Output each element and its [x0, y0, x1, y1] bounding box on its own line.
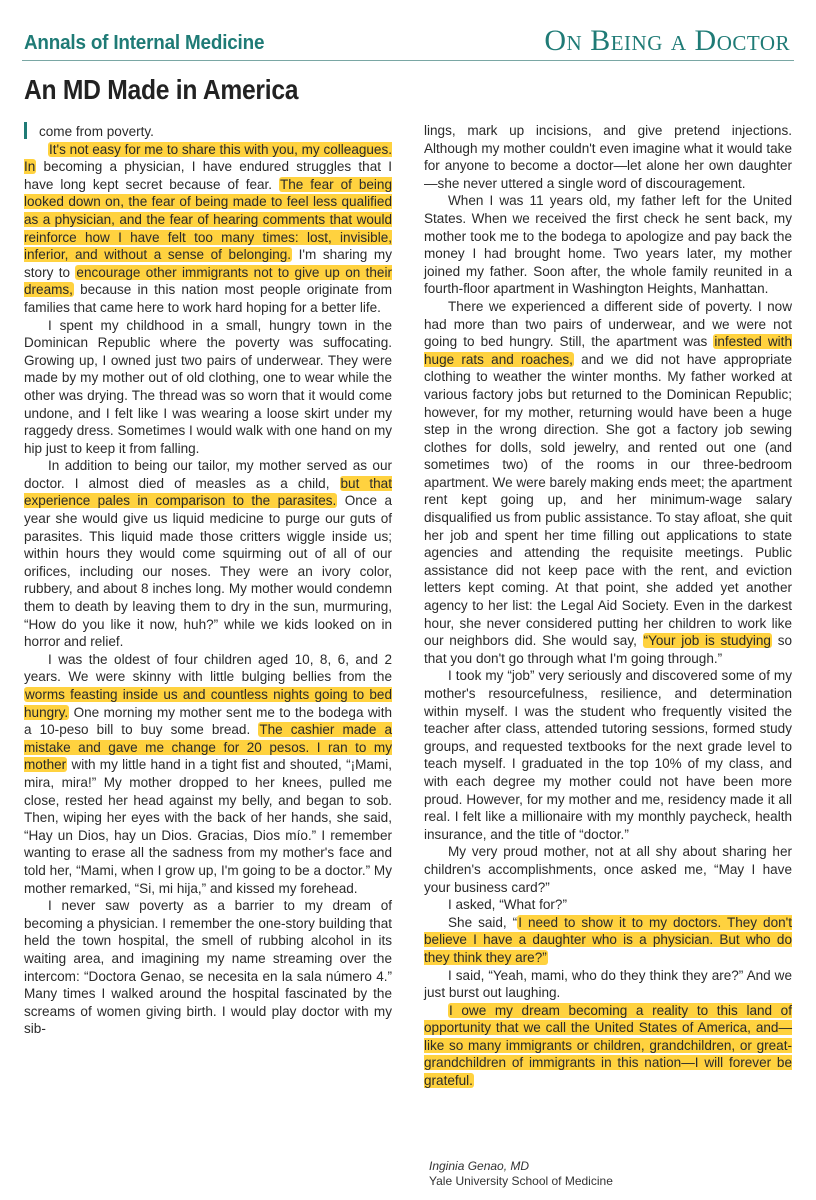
paragraph-text: so that you don't go through what I'm going through.”	[424, 633, 792, 666]
header-rule	[22, 60, 794, 61]
highlight: The fear of being looked down on, the fear of being made to feel less qualified as a physician, and the fear of hearing comments that would reinforce how I have felt too many times: lost, invisible, inferior, and without a sense of belonging.	[24, 176, 392, 263]
drop-cap-bar	[24, 122, 27, 139]
paragraph: I took my “job” very seriously and discovered some of my mother's resourcefulness, resilience, and determination within myself. I was the student who frequently visited the teacher after class, attended tutoring sessions, formed study groups, and requested textbooks for the next grade level to teach myself. I graduated in the top 10% of my class, and with each degree my mother could not have been more proud. However, for my mother and me, residency made it all real. I felt like a millionaire with my monthly paycheck, health insurance, and the title of “doctor.”	[424, 668, 792, 842]
highlight: I need to show it to my doctors. They don't believe I have a daughter who is a physician. But who do they think they are?”	[424, 914, 792, 965]
paragraph: lings, mark up incisions, and give pretend injections. Although my mother couldn't even imagine what it would take for anyone to become a doctor—let alone her own daughter—she never uttered a single word of discouragement.	[424, 123, 792, 191]
column-left	[24, 122, 392, 1038]
paragraph: I spent my childhood in a small, hungry town in the Dominican Republic where the poverty was suffocating. Growing up, I owned just two pairs of underwear. They were made by my mother out of old clothing, one to wear while the other was drying. The thread was so worn that it would come undone, and I felt like I was wearing a loose skirt under my raggedy dress. Sometimes I would walk with one hand on my hip just to keep it from falling.	[24, 317, 392, 456]
paragraph-text: Once a year she would give us liquid medicine to purge our guts of parasites. This liquid made those critters wiggle inside us; within hours they would come squirming out of all of our orifices, including our noses. They were an ivory color, rubbery, and about 8 inches long. My mother would condemn them to death by leaving them to dry in the sun, murmuring, “How do you like it now, huh?” while we kids looked on in horror and relief.	[24, 493, 392, 650]
highlight: worms feasting inside us and countless nights going to bed hungry.	[24, 687, 392, 720]
paragraph: I asked, “What for?”	[448, 897, 567, 913]
paragraph-text: In addition to being our tailor, my mother served as our doctor. I almost died of measles as a child,	[24, 458, 392, 491]
paragraph-text: One morning my mother sent me to the bodega with a 10-peso bill to buy some bread.	[24, 704, 392, 738]
paragraph	[24, 457, 392, 651]
paragraph: When I was 11 years old, my father left for the United States. When we received the first check he sent back, my mother took me to the bodega to apologize and pay back the money I had brought home. Two years later, my mother joined my father. Soon after, the whole family reunited in a fourth-floor apartment in Washington Heights, Manhattan.	[424, 193, 792, 297]
paragraph-text: with my little hand in a tight fist and shouted, “¡Mami, mira, mira!” My mother dropped to her knees, pulled me close, rested her head against my belly, and began to sob. Then, wiping her eyes with the back of her hands, she said, “Hay un Dios, hay un Dios. Gracias, Dios mío.” I remember wanting to erase all the sadness from my mother's face and told her, “Mami, when I grow up, I'm going to be a doctor.” My mother remarked, “Si, mi hija,” and kissed my forehead.	[24, 757, 392, 896]
highlight: It's not easy for me to share this with you, my colleagues. In	[24, 141, 392, 175]
paragraph-text: and we did not have appropriate clothing to weather the winter months. My father worked at various factory jobs but returned to the Dominican Republic; however, for my mother, returning would have been a huge step in the wrong direction. She got a factory job sewing clothes for dolls, sold jewelry, and rented out one (and sometimes two) of the rooms in our three-bedroom apartment. We were barely making ends meet; the apartment rent kept going up, and her minimum-wage salary disqualified us from public assistance. To stay afloat, she quit her job and spent her time filling out applications to state agencies and attending the requisite meetings. Public assistance did not keep pace with the rent, and eviction letters kept coming. At that point, she added yet another agency to her list: the Legal Aid Society. Even in the darkest hour, she never considered putting her children to work like our neighbors did. She would say,	[424, 351, 792, 649]
author-name: Inginia Genao, MD	[429, 1159, 530, 1173]
paragraph-text: because in this nation most people originate from families that came here to work hard hoping for a better life.	[24, 282, 392, 315]
section-title: On Being a Doctor	[544, 24, 790, 57]
column-right	[424, 122, 792, 1090]
paragraph	[424, 914, 792, 967]
paragraph	[424, 1002, 792, 1090]
paragraph-text: There we experienced a different side of poverty. I now had more than two pairs of underwear, and we were not going to bed hungry. Still, the apartment was	[424, 298, 792, 350]
paragraph-text: come from poverty.	[39, 124, 154, 139]
paragraph-text: I'm sharing my story to	[24, 247, 392, 280]
highlight: “Your job is studying	[643, 633, 771, 649]
paragraph	[24, 651, 392, 897]
highlight: I owe my dream becoming a reality to this land of opportunity that we call the United States of America, and—like so many immigrants or children, grandchildren, or great-grandchildren of immigrants in this nation—I will forever be grateful.	[424, 1002, 792, 1089]
journal-name: Annals of Internal Medicine	[24, 31, 265, 54]
highlight: encourage other immigrants not to give up on their dreams,	[24, 264, 392, 298]
paragraph: I said, “Yeah, mami, who do they think they are?” And we just burst out laughing.	[424, 967, 792, 1001]
highlight: infested with huge rats and roaches,	[424, 334, 792, 367]
paragraph	[424, 298, 792, 667]
paragraph-text: becoming a physician, I have endured struggles that I have long kept secret because of fear.	[24, 159, 392, 192]
highlight: but that experience pales in comparison to the parasites.	[24, 475, 392, 509]
highlight: The cashier made a mistake and gave me change for 20 pesos. I ran to my mother	[24, 722, 392, 773]
paragraph	[24, 141, 392, 317]
paragraph-text: She said, “	[448, 914, 518, 930]
article-title: An MD Made in America	[24, 74, 299, 105]
paragraph-text: I was the oldest of four children aged 10, 8, 6, and 2 years. We were skinny with little bulging bellies from the	[24, 651, 392, 685]
paragraph: My very proud mother, not at all shy about sharing her children's accomplishments, once asked me, “May I have your business card?”	[424, 844, 792, 895]
signature	[429, 1159, 613, 1189]
author-affiliation: Yale University School of Medicine	[429, 1174, 613, 1188]
paragraph: I never saw poverty as a barrier to my dream of becoming a physician. I remember the one-story building that held the town hospital, the smell of rubbing alcohol in its waiting area, and imagining my name streaming over the intercom: “Doctora Genao, se necesita en la sala número 4.” Many times I walked around the hospital fascinated by the screams of women giving birth. I would play doctor with my sib-	[24, 898, 392, 1037]
paragraph	[24, 122, 392, 141]
